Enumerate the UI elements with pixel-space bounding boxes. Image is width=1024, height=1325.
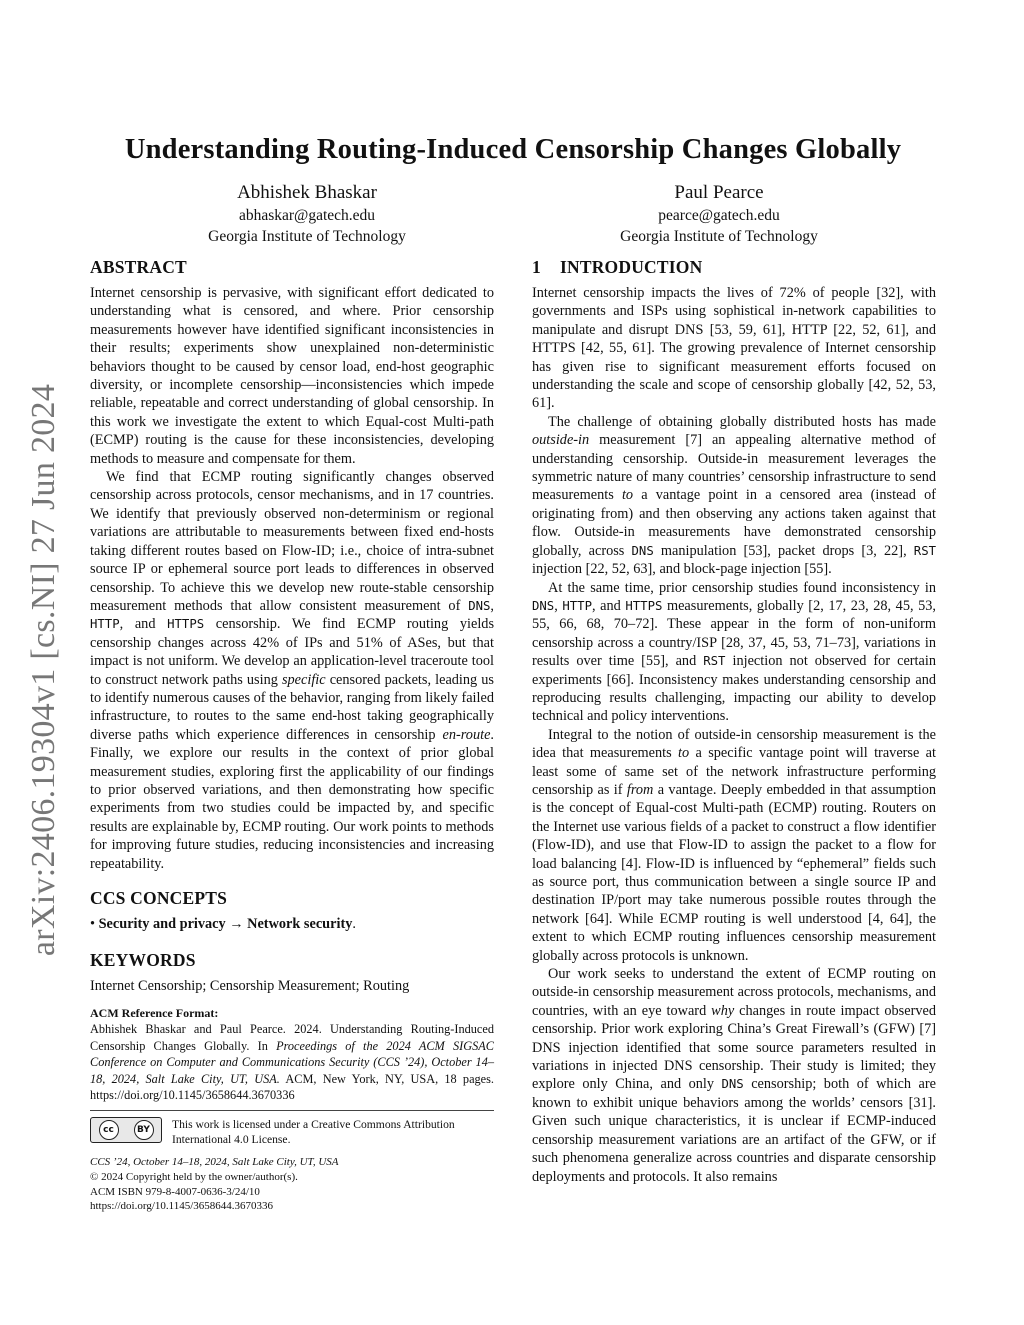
paper-title: Understanding Routing-Induced Censorship Changes Globally (124, 134, 902, 165)
left-column (90, 256, 494, 1214)
copyright-footer (90, 1155, 494, 1214)
acm-ref-heading: ACM Reference Format: (90, 1006, 219, 1020)
author-block-1 (157, 181, 457, 247)
author-block-2 (569, 181, 869, 247)
author-name: Paul Pearce (674, 182, 764, 203)
abstract-paragraph-1: Internet censorship is pervasive, with significant effort dedicated to understanding what is censored, and where. Prior censorship measurements however have identified significant inconsistencies in their results; experiments show unexplained non-deterministic behaviors thought to be caused by censor load, end-host geographic diversity, or incomplete censorship—inconsistencies which impede reliable, repeatable and correct understanding of global censorship. In this work we investigate the extent to which Equal-cost Multi-path (ECMP) routing is the cause for these inconsistencies, developing methods to measure and compensate for them. (90, 285, 494, 467)
author-email: pearce@gatech.edu (658, 207, 780, 224)
intro-paragraph-1: Internet censorship impacts the lives of 72% of people [32], with governments and ISPs using sophistical in-network capabilities to manipulate and disrupt DNS [53, 59, 61], HTTP [22, 52, 61], and HTTPS [42, 55, 61]. The growing prevalence of Internet censorship has given rise to significant measurement efforts focused on understanding the scale and scope of censorship globally [42, 52, 53, 61]. (532, 285, 936, 412)
abstract-heading: ABSTRACT (90, 257, 187, 277)
author-name: Abhishek Bhaskar (237, 182, 377, 203)
intro-paragraph-4: Integral to the notion of outside-in censorship measurement is the idea that measurements to a specific vantage point will traverse at least some of same set of the network infrastructure performing censorship as if from a vantage. Deeply embedded in that assumption is the concept of Equal-cost Multi-path (ECMP) routing. Routers on the Internet use various fields of a packet to construct a flow identifier (Flow-ID), and use that Flow-ID to assign the packet to a flow for load balancing [4]. Flow-ID is influenced by “ephemeral” fields such as source port, thus communication between a single source IP and destination IP/port may take numerous possible routes through the network [64]. While ECMP routing is well understood [4, 64], the extent to which ECMP routing influences censorship measurement globally across protocols is unknown. (532, 726, 936, 964)
cc-icon: cc (99, 1120, 119, 1140)
copyright-line: © 2024 Copyright held by the owner/author(s). (90, 1170, 298, 1183)
conference-line: CCS ’24, October 14–18, 2024, Salt Lake City, UT, USA (90, 1155, 339, 1168)
cc-by-license-icon (90, 1117, 162, 1143)
intro-paragraph-5: Our work seeks to understand the extent of ECMP routing on outside-in censorship measurement across protocols, mechanisms, and countries, with an eye toward why changes in route impact observed censorship. Prior work exploring China’s Great Firewall’s (GFW) [7] DNS injection identified that some source parameters resulted in variations in injected DNS censorship. Their study is limited; they explore only China, and only DNS censorship; both of which are known to exhibit unique behaviors among the worlds’ censors [31]. Given such unique characteristics, it is unclear if ECMP-induced censorship measurement variations are an artifact of the GFW, or if such phenomena generalize across countries and disparate censorship deployments and protocols. It also remains (532, 966, 936, 1185)
author-email: abhaskar@gatech.edu (238, 207, 376, 224)
ccs-heading: CCS CONCEPTS (90, 888, 228, 908)
isbn-line: ACM ISBN 979-8-4007-0636-3/24/10 (90, 1185, 260, 1198)
author-affiliation: Georgia Institute of Technology (208, 228, 406, 245)
intro-paragraph-3: At the same time, prior censorship studies found inconsistency in DNS, HTTP, and HTTPS measurements, globally [2, 17, 23, 28, 45, 53, 55, 66, 68, 70–72]. These appear in the form of non-uniform censorship across a country/ISP [28, 37, 45, 53, 71–73], variations in results over time [55], and RST injection not observed for certain experiments [66]. Inconsistency makes understanding censorship and reproducing results challenging, impacting our ability to develop technical and policy interventions. (532, 579, 936, 725)
keywords-heading: KEYWORDS (90, 950, 196, 970)
license-text: This work is licensed under a Creative Commons Attribution International 4.0 License. (172, 1117, 455, 1146)
abstract-paragraph-2: We find that ECMP routing significantly changes observed censorship across protocols, censor mechanisms, and in 17 countries. We identify that previously observed non-determinism or regional variations are attributable to measurements between fixed end-hosts taking different routes based on Flow-ID; i.e., choice of intra-subnet source IP or ephemeral source port leads to differences in observed censorship. To achieve this we develop new route-stable censorship measurement methods that allow consistent measurement of DNS, HTTP, and HTTPS censorship. We find ECMP routing yields censorship changes across 42% of IPs and 51% of ASes, but that impact is not uniform. We develop an application-level traceroute tool to construct network paths using specific censored packets, leading us to identify numerous causes of the behavior, ranging from likely failed infrastructure, to routes to the same end-host taking geographically diverse paths which experience differences in censorship en-route. Finally, we explore our results in the context of prior global measurement studies, exploring first the applicability of our findings to prior observed variations, and then demonstrating how specific experiments from two studies could be impacted by, and specific results are explainable by, ECMP routing. Our work points to methods for improving future studies, reducing inconsistencies and increasing repeatability. (90, 469, 495, 872)
author-affiliation: Georgia Institute of Technology (620, 228, 818, 245)
introduction-heading: 1 INTRODUCTION (532, 257, 703, 277)
ccs-concepts: • Security and privacy → Network security. (90, 916, 356, 932)
keywords-text: Internet Censorship; Censorship Measurement; Routing (90, 978, 410, 994)
license-block (90, 1117, 494, 1147)
footer-divider (90, 1110, 494, 1111)
intro-paragraph-2: The challenge of obtaining globally distributed hosts has made outside-in measurement [7] an appealing alternative method of understanding censorship. Outside-in measurement leverages the symmetric nature of many countries’ censorship infrastructure to send measurements to a vantage point in a censored area (instead of originating from) and then observing any actions taken against that flow. Outside-in measurements have demonstrated censorship globally, across DNS manipulation [53], packet drops [3, 22], RST injection [22, 52, 63], and block-page injection [55]. (532, 413, 937, 578)
doi-line: https://doi.org/10.1145/3658644.3670336 (90, 1200, 274, 1213)
arxiv-stamp-text: arXiv:2406.19304v1 [cs.NI] 27 Jun 2024 (25, 383, 62, 957)
arxiv-stamp (24, 370, 64, 970)
acm-reference: Abhishek Bhaskar and Paul Pearce. 2024. Understanding Routing-Induced Censorship Changes Globally. In Proceedings of the 2024 ACM SIGSAC Conference on Computer and Communications Security (CCS ’24), October 14–18, 2024, Salt Lake City, UT, USA. ACM, New York, NY, USA, 18 pages. https://doi.org/10.1145/3658644.3670336 (90, 1022, 494, 1103)
attribution-icon: BY (134, 1120, 154, 1140)
right-column (532, 256, 936, 1186)
